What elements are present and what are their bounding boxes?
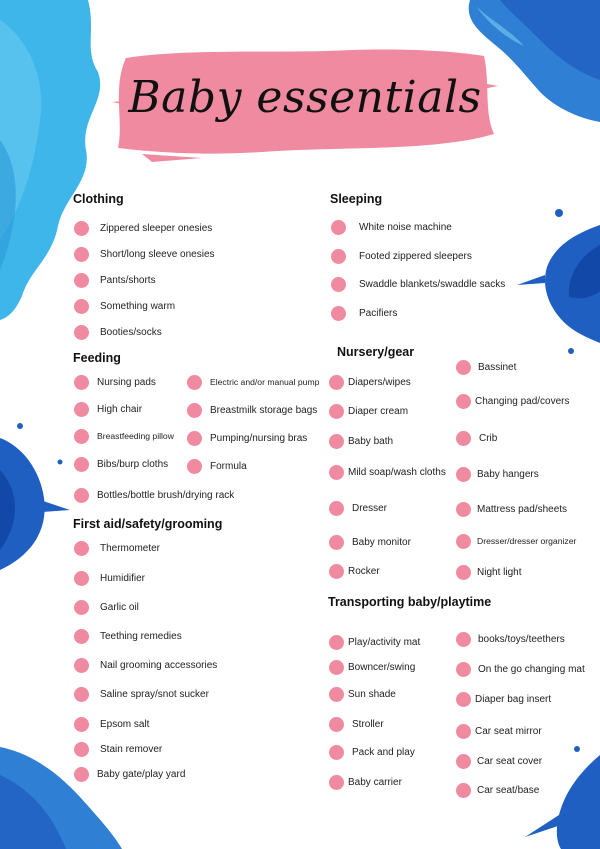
checkbox-dot[interactable] bbox=[331, 249, 346, 264]
checklist-item: Diapers/wipes bbox=[329, 374, 411, 390]
checklist-item: White noise machine bbox=[331, 219, 452, 235]
checkbox-dot[interactable] bbox=[456, 467, 471, 482]
checklist-item: Pack and play bbox=[329, 744, 415, 760]
checkbox-dot[interactable] bbox=[74, 457, 89, 472]
checklist-item: Car seat mirror bbox=[456, 723, 542, 739]
checkbox-dot[interactable] bbox=[456, 724, 471, 739]
checklist-item: Thermometer bbox=[74, 540, 160, 556]
checkbox-dot[interactable] bbox=[331, 277, 346, 292]
checklist-item: Bibs/burp cloths bbox=[74, 456, 168, 472]
first-aid-heading: First aid/safety/grooming bbox=[73, 517, 223, 531]
checklist-item: Pacifiers bbox=[331, 305, 397, 321]
checkbox-dot[interactable] bbox=[456, 360, 471, 375]
checklist-item: Nursing pads bbox=[74, 374, 156, 390]
checklist-item: Diaper cream bbox=[329, 403, 408, 419]
checklist-item: Baby monitor bbox=[329, 534, 411, 550]
checkbox-dot[interactable] bbox=[329, 564, 344, 579]
checkbox-dot[interactable] bbox=[329, 465, 344, 480]
checkbox-dot[interactable] bbox=[329, 745, 344, 760]
checklist-item: Epsom salt bbox=[74, 716, 149, 732]
checkbox-dot[interactable] bbox=[187, 375, 202, 390]
checkbox-dot[interactable] bbox=[329, 660, 344, 675]
checklist-item: Bowncer/swing bbox=[329, 659, 415, 675]
checklist-item: Breastmilk storage bags bbox=[187, 402, 317, 418]
checkbox-dot[interactable] bbox=[456, 431, 471, 446]
checkbox-dot[interactable] bbox=[74, 273, 89, 288]
right-watercolor-splash bbox=[515, 205, 600, 355]
checklist-item: Stain remover bbox=[74, 741, 162, 757]
checklist-item: Saline spray/snot sucker bbox=[74, 686, 209, 702]
checklist-item: Nail grooming accessories bbox=[74, 657, 217, 673]
sleeping-heading: Sleeping bbox=[330, 192, 383, 206]
checkbox-dot[interactable] bbox=[329, 434, 344, 449]
checklist-item: Mild soap/wash cloths bbox=[329, 464, 446, 480]
checkbox-dot[interactable] bbox=[74, 571, 89, 586]
checklist-item: Dresser/dresser organizer bbox=[456, 533, 576, 549]
checklist-item: Bassinet bbox=[456, 359, 516, 375]
checklist-item: Something warm bbox=[74, 298, 175, 314]
checklist-item: Teething remedies bbox=[74, 628, 182, 644]
checkbox-dot[interactable] bbox=[331, 220, 346, 235]
checkbox-dot[interactable] bbox=[74, 221, 89, 236]
checklist-item: Crib bbox=[456, 430, 497, 446]
checkbox-dot[interactable] bbox=[456, 394, 471, 409]
checklist-item: Pumping/nursing bras bbox=[187, 430, 307, 446]
checkbox-dot[interactable] bbox=[456, 692, 471, 707]
checkbox-dot[interactable] bbox=[329, 717, 344, 732]
checklist-item: Rocker bbox=[329, 563, 380, 579]
checklist-item: Car seat cover bbox=[456, 753, 542, 769]
checkbox-dot[interactable] bbox=[187, 431, 202, 446]
checklist-item: Changing pad/covers bbox=[456, 393, 570, 409]
checklist-item: Humidifier bbox=[74, 570, 145, 586]
transport-heading: Transporting baby/playtime bbox=[328, 595, 492, 609]
checkbox-dot[interactable] bbox=[456, 632, 471, 647]
checkbox-dot[interactable] bbox=[329, 687, 344, 702]
checklist-item: Dresser bbox=[329, 500, 387, 516]
feeding-heading: Feeding bbox=[73, 351, 121, 365]
checklist-item: Car seat/base bbox=[456, 782, 539, 798]
checkbox-dot[interactable] bbox=[74, 600, 89, 615]
checkbox-dot[interactable] bbox=[329, 375, 344, 390]
checklist-item: Baby gate/play yard bbox=[74, 766, 185, 782]
checkbox-dot[interactable] bbox=[187, 459, 202, 474]
checklist-item: Zippered sleeper onesies bbox=[74, 220, 212, 236]
checklist-item: Night light bbox=[456, 564, 521, 580]
checkbox-dot[interactable] bbox=[74, 658, 89, 673]
checklist-item: Bottles/bottle brush/drying rack bbox=[74, 487, 234, 503]
checkbox-dot[interactable] bbox=[456, 783, 471, 798]
checkbox-dot[interactable] bbox=[74, 717, 89, 732]
checklist-item: Garlic oil bbox=[74, 599, 139, 615]
checklist-item: Swaddle blankets/swaddle sacks bbox=[331, 276, 505, 292]
checkbox-dot[interactable] bbox=[74, 687, 89, 702]
checklist-item: Baby carrier bbox=[329, 774, 402, 790]
checkbox-dot[interactable] bbox=[74, 299, 89, 314]
checklist-item: Sun shade bbox=[329, 686, 396, 702]
checkbox-dot[interactable] bbox=[74, 742, 89, 757]
checkbox-dot[interactable] bbox=[331, 306, 346, 321]
checklist-item: Mattress pad/sheets bbox=[456, 501, 567, 517]
checklist-item: Booties/socks bbox=[74, 324, 162, 340]
checkbox-dot[interactable] bbox=[74, 375, 89, 390]
checkbox-dot[interactable] bbox=[74, 247, 89, 262]
checklist-item: Diaper bag insert bbox=[456, 691, 551, 707]
checkbox-dot[interactable] bbox=[74, 429, 89, 444]
checkbox-dot[interactable] bbox=[329, 535, 344, 550]
checklist-item: Stroller bbox=[329, 716, 384, 732]
checklist-item: Baby hangers bbox=[456, 466, 539, 482]
page-title: Baby essentials bbox=[128, 72, 482, 123]
checkbox-dot[interactable] bbox=[74, 767, 89, 782]
checkbox-dot[interactable] bbox=[456, 754, 471, 769]
clothing-heading: Clothing bbox=[73, 192, 124, 206]
checklist-item: books/toys/teethers bbox=[456, 631, 565, 647]
nursery-heading: Nursery/gear bbox=[337, 345, 415, 359]
checkbox-dot[interactable] bbox=[329, 635, 344, 650]
checklist-item: Electric and/or manual pump bbox=[187, 374, 319, 390]
checkbox-dot[interactable] bbox=[74, 402, 89, 417]
checklist-item: Baby bath bbox=[329, 433, 393, 449]
checklist-item: High chair bbox=[74, 401, 142, 417]
left-watercolor-splash bbox=[0, 420, 80, 585]
checklist-item: Footed zippered sleepers bbox=[331, 248, 472, 264]
checklist-item: Pants/shorts bbox=[74, 272, 156, 288]
checkbox-dot[interactable] bbox=[187, 403, 202, 418]
checklist-item: Play/activity mat bbox=[329, 634, 420, 650]
checkbox-dot[interactable] bbox=[74, 325, 89, 340]
checklist-item: Formula bbox=[187, 458, 247, 474]
checkbox-dot[interactable] bbox=[456, 502, 471, 517]
checkbox-dot[interactable] bbox=[456, 662, 471, 677]
checklist-item: Breastfeeding pillow bbox=[74, 428, 174, 444]
checkbox-dot[interactable] bbox=[329, 404, 344, 419]
checkbox-dot[interactable] bbox=[329, 501, 344, 516]
checklist-item: Short/long sleeve onesies bbox=[74, 246, 215, 262]
checklist-item: On the go changing mat bbox=[456, 661, 585, 677]
checkbox-dot[interactable] bbox=[74, 488, 89, 503]
checkbox-dot[interactable] bbox=[456, 534, 471, 549]
checkbox-dot[interactable] bbox=[74, 541, 89, 556]
checkbox-dot[interactable] bbox=[329, 775, 344, 790]
checkbox-dot[interactable] bbox=[74, 629, 89, 644]
checkbox-dot[interactable] bbox=[456, 565, 471, 580]
